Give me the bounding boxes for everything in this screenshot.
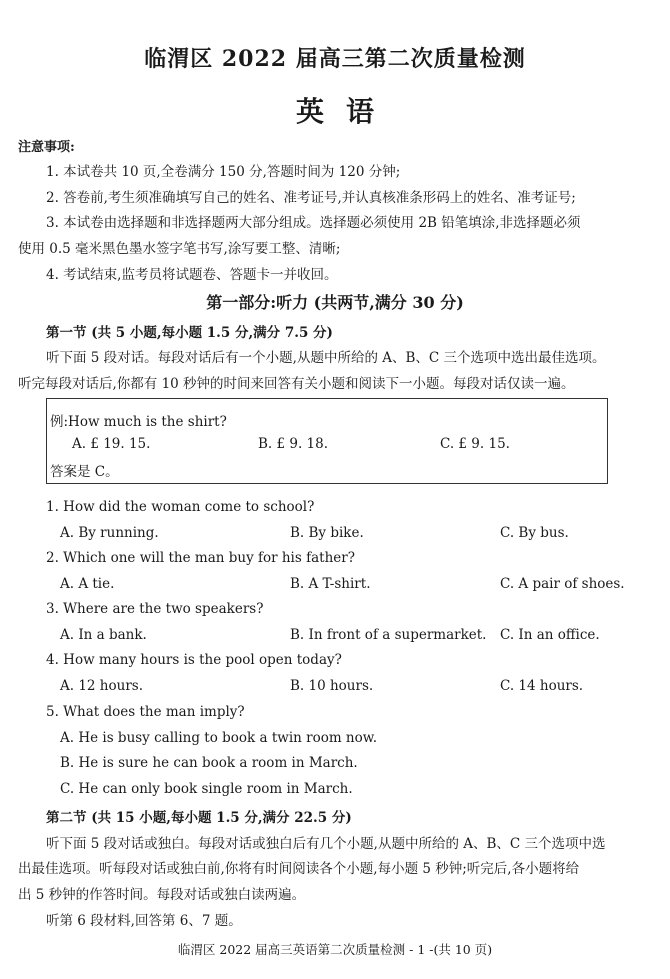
instruction-line: 出最佳选项。听每段对话或独白前,你将有时间阅读各个小题,每小题 5 秒钟;听完后,各小题将给 [18, 861, 580, 877]
notice-item: 1. 本试卷共 10 页,全卷满分 150 分,答题时间为 120 分钟; [46, 164, 401, 180]
option-a: A. A tie. [60, 576, 115, 592]
instruction-line: 听下面 5 段对话。每段对话后有一个小题,从题中所给的 A、B、C 三个选项中选出最佳选项。 [46, 350, 606, 366]
option-c: C. 14 hours. [500, 678, 584, 694]
example-option-b: B. £ 9. 18. [258, 436, 329, 452]
option-b: B. He is sure he can book a room in March. [60, 755, 358, 771]
option-a: A. By running. [60, 525, 159, 541]
page-footer: 临渭区 2022 届高三英语第二次质量检测 - 1 -(共 10 页) [177, 942, 493, 957]
example-question: 例:How much is the shirt? [50, 414, 227, 430]
option-a: A. 12 hours. [60, 678, 143, 694]
exam-title: 临渭区 2022 届高三第二次质量检测 [144, 46, 526, 72]
part-one-title: 第一部分:听力 (共两节,满分 30 分) [206, 293, 464, 312]
option-c: C. A pair of shoes. [500, 576, 625, 592]
subject-title: 英语 [295, 95, 396, 128]
question-4: 4. How many hours is the pool open today? [46, 652, 342, 668]
option-a: A. He is busy calling to book a twin room now. [60, 730, 377, 746]
option-c: C. By bus. [500, 525, 569, 541]
notice-heading: 注意事项: [18, 140, 75, 155]
option-a: A. In a bank. [60, 627, 147, 643]
instruction-line: 听下面 5 段对话或独白。每段对话或独白后有几个小题,从题中所给的 A、B、C 三个选项中选 [46, 836, 606, 852]
notice-item: 使用 0.5 毫米黑色墨水签字笔书写,涂写要工整、清晰; [18, 241, 341, 257]
example-option-c: C. £ 9. 15. [440, 436, 510, 452]
instruction-line: 出 5 秒钟的作答时间。每段对话或独白读两遍。 [18, 887, 306, 903]
question-1: 1. How did the woman come to school? [46, 499, 315, 515]
notice-item: 2. 答卷前,考生须准确填写自己的姓名、准考证号,并认真核准条形码上的姓名、准考证号; [46, 190, 576, 206]
instruction-line: 听完每段对话后,你都有 10 秒钟的时间来回答有关小题和阅读下一小题。每段对话仅读一遍。 [18, 376, 575, 392]
example-option-a: A. £ 19. 15. [72, 436, 151, 452]
material-note: 听第 6 段材料,回答第 6、7 题。 [46, 913, 242, 929]
option-b: B. By bike. [290, 525, 364, 541]
section-one-heading: 第一节 (共 5 小题,每小题 1.5 分,满分 7.5 分) [46, 325, 333, 341]
option-b: B. In front of a supermarket. [290, 627, 487, 643]
question-3: 3. Where are the two speakers? [46, 601, 264, 617]
question-2: 2. Which one will the man buy for his father? [46, 550, 355, 566]
notice-item: 4. 考试结束,监考员将试题卷、答题卡一并收回。 [46, 267, 338, 283]
option-b: B. 10 hours. [290, 678, 374, 694]
option-c: C. He can only book single room in March. [60, 781, 353, 797]
option-b: B. A T-shirt. [290, 576, 371, 592]
notice-item: 3. 本试卷由选择题和非选择题两大部分组成。选择题必须使用 2B 铅笔填涂,非选择题必须 [46, 215, 581, 231]
section-two-heading: 第二节 (共 15 小题,每小题 1.5 分,满分 22.5 分) [46, 810, 352, 826]
question-5: 5. What does the man imply? [46, 704, 245, 720]
option-c: C. In an office. [500, 627, 600, 643]
example-answer: 答案是 C。 [50, 464, 119, 480]
